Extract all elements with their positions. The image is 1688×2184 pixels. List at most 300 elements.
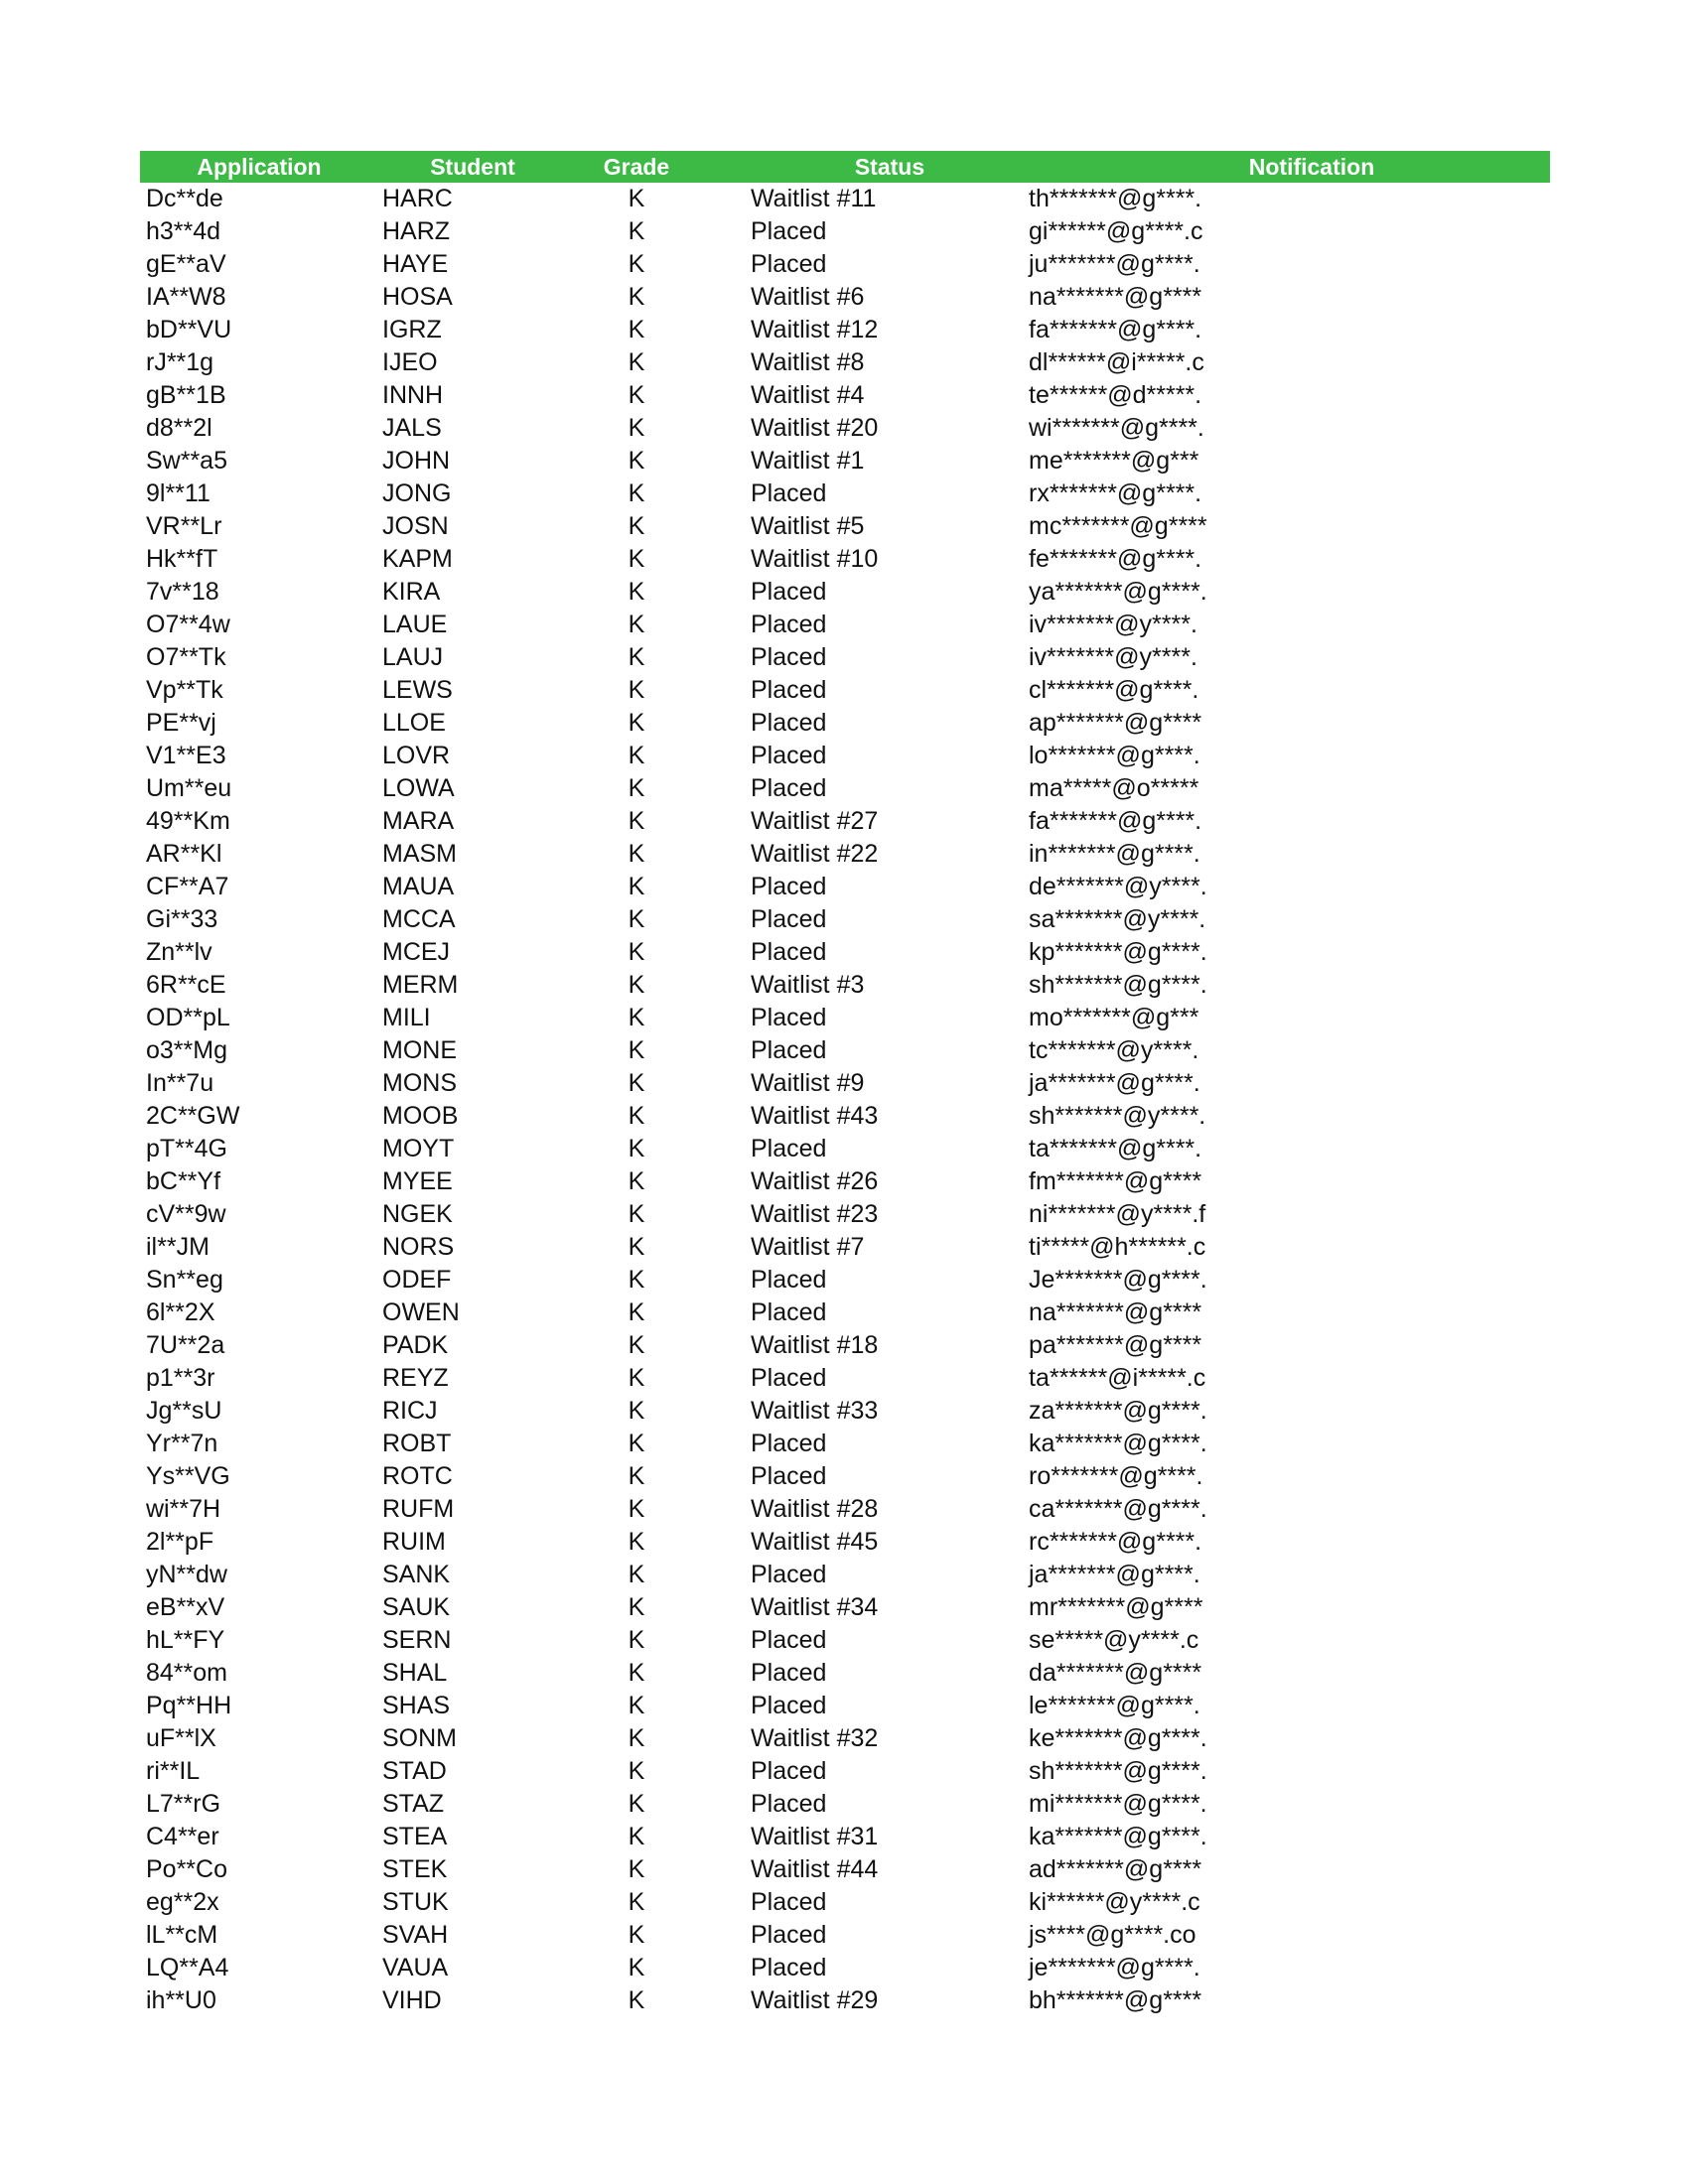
cell-student: HAYE bbox=[382, 250, 449, 278]
cell-student: IGRZ bbox=[382, 316, 442, 343]
cell-grade: K bbox=[628, 381, 645, 409]
table-row bbox=[140, 1297, 1550, 1329]
table-row bbox=[140, 641, 1550, 674]
cell-grade: K bbox=[628, 1004, 645, 1031]
cell-application: 7U**2a bbox=[146, 1331, 225, 1359]
placement-table bbox=[140, 151, 1550, 2017]
table-row bbox=[140, 1624, 1550, 1657]
cell-student: STEA bbox=[382, 1823, 448, 1850]
cell-student: VAUA bbox=[382, 1954, 449, 1981]
table-row bbox=[140, 1067, 1550, 1100]
table-row bbox=[140, 740, 1550, 772]
cell-notification: ni*******@y****.f bbox=[1029, 1200, 1206, 1228]
table-row bbox=[140, 1984, 1550, 2017]
cell-application: pT**4G bbox=[146, 1135, 227, 1162]
cell-application: wi**7H bbox=[146, 1495, 221, 1523]
cell-grade: K bbox=[628, 283, 645, 311]
cell-status: Placed bbox=[751, 1135, 827, 1162]
cell-notification: iv*******@y****. bbox=[1029, 643, 1197, 671]
table-row bbox=[140, 1165, 1550, 1198]
cell-status: Waitlist #28 bbox=[751, 1495, 879, 1523]
cell-grade: K bbox=[628, 217, 645, 245]
cell-student: NORS bbox=[382, 1233, 455, 1261]
cell-application: Yr**7n bbox=[146, 1430, 218, 1457]
cell-grade: K bbox=[628, 1167, 645, 1195]
cell-status: Placed bbox=[751, 1266, 827, 1294]
cell-notification: mi*******@g****. bbox=[1029, 1790, 1207, 1818]
cell-status: Waitlist #34 bbox=[751, 1593, 879, 1621]
cell-student: STAZ bbox=[382, 1790, 445, 1818]
cell-notification: bh*******@g**** bbox=[1029, 1986, 1202, 2014]
cell-grade: K bbox=[628, 1495, 645, 1523]
cell-notification: ja*******@g****. bbox=[1029, 1069, 1200, 1097]
cell-application: 6R**cE bbox=[146, 971, 226, 999]
cell-student: HARC bbox=[382, 185, 453, 212]
cell-status: Waitlist #11 bbox=[751, 185, 877, 212]
table-row bbox=[140, 1853, 1550, 1886]
cell-application: 49**Km bbox=[146, 807, 230, 835]
cell-application: Jg**sU bbox=[146, 1397, 222, 1425]
cell-application: gE**aV bbox=[146, 250, 226, 278]
cell-status: Waitlist #22 bbox=[751, 840, 879, 868]
cell-notification: rx*******@g****. bbox=[1029, 479, 1202, 507]
cell-grade: K bbox=[628, 1364, 645, 1392]
cell-notification: th*******@g****. bbox=[1029, 185, 1202, 212]
cell-notification: fm*******@g**** bbox=[1029, 1167, 1202, 1195]
cell-student: LAUE bbox=[382, 611, 448, 638]
cell-student: JOHN bbox=[382, 447, 451, 475]
cell-grade: K bbox=[628, 1331, 645, 1359]
cell-grade: K bbox=[628, 1397, 645, 1425]
cell-status: Waitlist #5 bbox=[751, 512, 865, 540]
cell-status: Waitlist #31 bbox=[751, 1823, 879, 1850]
cell-student: NGEK bbox=[382, 1200, 453, 1228]
table-row bbox=[140, 1231, 1550, 1264]
cell-grade: K bbox=[628, 250, 645, 278]
cell-grade: K bbox=[628, 1102, 645, 1130]
cell-grade: K bbox=[628, 1986, 645, 2014]
cell-application: O7**Tk bbox=[146, 643, 226, 671]
cell-student: SVAH bbox=[382, 1921, 449, 1949]
cell-notification: js****@g****.co bbox=[1029, 1921, 1196, 1949]
cell-status: Placed bbox=[751, 1888, 827, 1916]
cell-application: CF**A7 bbox=[146, 873, 229, 900]
cell-notification: mr*******@g**** bbox=[1029, 1593, 1203, 1621]
cell-student: MCEJ bbox=[382, 938, 451, 966]
cell-notification: wi*******@g****. bbox=[1029, 414, 1204, 442]
cell-student: SONM bbox=[382, 1724, 457, 1752]
cell-student: KIRA bbox=[382, 578, 441, 606]
cell-notification: pa*******@g**** bbox=[1029, 1331, 1202, 1359]
cell-application: IA**W8 bbox=[146, 283, 226, 311]
cell-grade: K bbox=[628, 938, 645, 966]
cell-notification: ta******@i*****.c bbox=[1029, 1364, 1206, 1392]
cell-application: lL**cM bbox=[146, 1921, 218, 1949]
cell-notification: na*******@g**** bbox=[1029, 1298, 1202, 1326]
cell-grade: K bbox=[628, 971, 645, 999]
cell-student: MONE bbox=[382, 1036, 457, 1064]
cell-student: INNH bbox=[382, 381, 444, 409]
cell-student: RUIM bbox=[382, 1528, 446, 1556]
cell-student: MCCA bbox=[382, 905, 456, 933]
table-row bbox=[140, 314, 1550, 346]
cell-application: Dc**de bbox=[146, 185, 223, 212]
cell-notification: sh*******@g****. bbox=[1029, 971, 1207, 999]
table-row bbox=[140, 1329, 1550, 1362]
cell-application: Um**eu bbox=[146, 774, 232, 802]
cell-status: Placed bbox=[751, 1790, 827, 1818]
cell-student: RICJ bbox=[382, 1397, 438, 1425]
cell-notification: ka*******@g****. bbox=[1029, 1430, 1207, 1457]
cell-status: Placed bbox=[751, 1430, 827, 1457]
cell-notification: mo*******@g*** bbox=[1029, 1004, 1199, 1031]
cell-grade: K bbox=[628, 1528, 645, 1556]
cell-status: Placed bbox=[751, 643, 827, 671]
table-row bbox=[140, 510, 1550, 543]
cell-grade: K bbox=[628, 611, 645, 638]
cell-grade: K bbox=[628, 1561, 645, 1588]
table-row bbox=[140, 379, 1550, 412]
cell-application: Zn**lv bbox=[146, 938, 212, 966]
cell-application: cV**9w bbox=[146, 1200, 226, 1228]
cell-grade: K bbox=[628, 1790, 645, 1818]
cell-student: IJEO bbox=[382, 348, 438, 376]
cell-application: PE**vj bbox=[146, 709, 216, 737]
cell-grade: K bbox=[628, 1823, 645, 1850]
cell-application: L7**rG bbox=[146, 1790, 221, 1818]
table-row bbox=[140, 1395, 1550, 1428]
cell-application: yN**dw bbox=[146, 1561, 227, 1588]
cell-student: HOSA bbox=[382, 283, 453, 311]
table-row bbox=[140, 478, 1550, 510]
table-row bbox=[140, 674, 1550, 707]
table-row bbox=[140, 936, 1550, 969]
cell-notification: ka*******@g****. bbox=[1029, 1823, 1207, 1850]
column-header-grade: Grade bbox=[603, 153, 670, 180]
cell-application: rJ**1g bbox=[146, 348, 214, 376]
cell-notification: in*******@g****. bbox=[1029, 840, 1200, 868]
cell-notification: dl******@i*****.c bbox=[1029, 348, 1204, 376]
cell-student: MARA bbox=[382, 807, 455, 835]
cell-student: MASM bbox=[382, 840, 457, 868]
column-header-student: Student bbox=[430, 153, 515, 180]
cell-status: Waitlist #18 bbox=[751, 1331, 879, 1359]
table-row bbox=[140, 838, 1550, 871]
cell-student: PADK bbox=[382, 1331, 449, 1359]
cell-application: ri**IL bbox=[146, 1757, 201, 1785]
table-row bbox=[140, 1919, 1550, 1952]
cell-student: HARZ bbox=[382, 217, 451, 245]
cell-grade: K bbox=[628, 873, 645, 900]
cell-grade: K bbox=[628, 1233, 645, 1261]
cell-student: STUK bbox=[382, 1888, 449, 1916]
table-body bbox=[140, 183, 1550, 2017]
cell-student: STEK bbox=[382, 1855, 448, 1883]
cell-application: VR**Lr bbox=[146, 512, 222, 540]
cell-grade: K bbox=[628, 709, 645, 737]
cell-status: Waitlist #32 bbox=[751, 1724, 879, 1752]
cell-status: Waitlist #6 bbox=[751, 283, 865, 311]
cell-grade: K bbox=[628, 742, 645, 769]
table-row bbox=[140, 576, 1550, 609]
cell-application: o3**Mg bbox=[146, 1036, 227, 1064]
table-row bbox=[140, 183, 1550, 215]
cell-application: 9l**11 bbox=[146, 479, 211, 507]
cell-notification: ke*******@g****. bbox=[1029, 1724, 1207, 1752]
cell-grade: K bbox=[628, 1888, 645, 1916]
cell-application: Po**Co bbox=[146, 1855, 227, 1883]
cell-status: Waitlist #7 bbox=[751, 1233, 865, 1261]
cell-notification: de*******@y****. bbox=[1029, 873, 1207, 900]
table-row bbox=[140, 969, 1550, 1002]
cell-application: ih**U0 bbox=[146, 1986, 216, 2014]
cell-grade: K bbox=[628, 1430, 645, 1457]
cell-notification: tc*******@y****. bbox=[1029, 1036, 1199, 1064]
cell-application: gB**1B bbox=[146, 381, 226, 409]
cell-notification: gi******@g****.c bbox=[1029, 217, 1203, 245]
cell-student: SERN bbox=[382, 1626, 452, 1654]
cell-application: Sw**a5 bbox=[146, 447, 227, 475]
cell-status: Placed bbox=[751, 1626, 827, 1654]
cell-grade: K bbox=[628, 1069, 645, 1097]
cell-student: MYEE bbox=[382, 1167, 453, 1195]
cell-application: hL**FY bbox=[146, 1626, 225, 1654]
cell-status: Placed bbox=[751, 905, 827, 933]
cell-status: Placed bbox=[751, 676, 827, 704]
cell-status: Placed bbox=[751, 1921, 827, 1949]
table-row bbox=[140, 445, 1550, 478]
cell-grade: K bbox=[628, 1135, 645, 1162]
cell-notification: fe*******@g****. bbox=[1029, 545, 1202, 573]
cell-notification: rc*******@g****. bbox=[1029, 1528, 1202, 1556]
cell-application: il**JM bbox=[146, 1233, 210, 1261]
cell-student: ODEF bbox=[382, 1266, 452, 1294]
cell-student: SANK bbox=[382, 1561, 451, 1588]
cell-student: SHAL bbox=[382, 1659, 448, 1687]
cell-notification: ad*******@g**** bbox=[1029, 1855, 1202, 1883]
table-row bbox=[140, 1133, 1550, 1165]
table-row bbox=[140, 215, 1550, 248]
cell-status: Waitlist #27 bbox=[751, 807, 879, 835]
cell-status: Placed bbox=[751, 578, 827, 606]
table-row bbox=[140, 871, 1550, 903]
cell-status: Placed bbox=[751, 1462, 827, 1490]
cell-status: Placed bbox=[751, 709, 827, 737]
cell-application: Pq**HH bbox=[146, 1692, 232, 1719]
cell-application: V1**E3 bbox=[146, 742, 226, 769]
cell-application: p1**3r bbox=[146, 1364, 215, 1392]
cell-status: Placed bbox=[751, 742, 827, 769]
cell-status: Placed bbox=[751, 611, 827, 638]
cell-application: d8**2l bbox=[146, 414, 212, 442]
cell-student: SAUK bbox=[382, 1593, 451, 1621]
cell-application: Vp**Tk bbox=[146, 676, 223, 704]
cell-notification: le*******@g****. bbox=[1029, 1692, 1200, 1719]
cell-application: uF**lX bbox=[146, 1724, 216, 1752]
table-row bbox=[140, 1788, 1550, 1821]
cell-notification: ca*******@g****. bbox=[1029, 1495, 1207, 1523]
table-row bbox=[140, 1657, 1550, 1690]
cell-application: 2C**GW bbox=[146, 1102, 240, 1130]
cell-grade: K bbox=[628, 1692, 645, 1719]
cell-application: Hk**fT bbox=[146, 545, 218, 573]
table-row bbox=[140, 772, 1550, 805]
cell-student: SHAS bbox=[382, 1692, 451, 1719]
cell-student: VIHD bbox=[382, 1986, 442, 2014]
cell-student: JOSN bbox=[382, 512, 449, 540]
cell-student: LLOE bbox=[382, 709, 446, 737]
cell-application: eB**xV bbox=[146, 1593, 225, 1621]
cell-status: Placed bbox=[751, 1692, 827, 1719]
cell-notification: sh*******@y****. bbox=[1029, 1102, 1206, 1130]
cell-application: C4**er bbox=[146, 1823, 219, 1850]
cell-status: Waitlist #23 bbox=[751, 1200, 879, 1228]
table-row bbox=[140, 1952, 1550, 1984]
cell-student: LAUJ bbox=[382, 643, 444, 671]
cell-grade: K bbox=[628, 316, 645, 343]
table-row bbox=[140, 543, 1550, 576]
cell-student: MAUA bbox=[382, 873, 455, 900]
cell-grade: K bbox=[628, 1462, 645, 1490]
cell-notification: sh*******@g****. bbox=[1029, 1757, 1207, 1785]
table-header bbox=[140, 151, 1550, 183]
cell-grade: K bbox=[628, 1298, 645, 1326]
table-row bbox=[140, 1722, 1550, 1755]
table-row bbox=[140, 1559, 1550, 1591]
cell-student: ROTC bbox=[382, 1462, 453, 1490]
cell-application: Ys**VG bbox=[146, 1462, 230, 1490]
cell-application: O7**4w bbox=[146, 611, 230, 638]
cell-application: Gi**33 bbox=[146, 905, 218, 933]
table-row bbox=[140, 346, 1550, 379]
cell-grade: K bbox=[628, 1266, 645, 1294]
cell-status: Waitlist #29 bbox=[751, 1986, 879, 2014]
cell-grade: K bbox=[628, 185, 645, 212]
table-row bbox=[140, 412, 1550, 445]
cell-grade: K bbox=[628, 676, 645, 704]
cell-grade: K bbox=[628, 1626, 645, 1654]
cell-status: Waitlist #8 bbox=[751, 348, 865, 376]
cell-grade: K bbox=[628, 545, 645, 573]
cell-student: LOWA bbox=[382, 774, 455, 802]
cell-status: Placed bbox=[751, 774, 827, 802]
cell-notification: ya*******@g****. bbox=[1029, 578, 1207, 606]
cell-application: 2l**pF bbox=[146, 1528, 214, 1556]
cell-application: LQ**A4 bbox=[146, 1954, 229, 1981]
table-row bbox=[140, 1002, 1550, 1034]
cell-grade: K bbox=[628, 1757, 645, 1785]
table-row bbox=[140, 1821, 1550, 1853]
cell-grade: K bbox=[628, 643, 645, 671]
cell-status: Waitlist #1 bbox=[751, 447, 865, 475]
cell-notification: ma*****@o***** bbox=[1029, 774, 1199, 802]
cell-grade: K bbox=[628, 1954, 645, 1981]
column-header-status: Status bbox=[854, 153, 925, 180]
cell-grade: K bbox=[628, 1724, 645, 1752]
cell-grade: K bbox=[628, 1593, 645, 1621]
table-row bbox=[140, 1690, 1550, 1722]
cell-application: OD**pL bbox=[146, 1004, 230, 1031]
table-row bbox=[140, 1493, 1550, 1526]
cell-status: Waitlist #9 bbox=[751, 1069, 865, 1097]
table-row bbox=[140, 1526, 1550, 1559]
cell-notification: ap*******@g**** bbox=[1029, 709, 1202, 737]
cell-notification: se*****@y****.c bbox=[1029, 1626, 1199, 1654]
cell-status: Placed bbox=[751, 1036, 827, 1064]
cell-status: Placed bbox=[751, 1561, 827, 1588]
cell-application: bC**Yf bbox=[146, 1167, 221, 1195]
table-row bbox=[140, 281, 1550, 314]
cell-student: OWEN bbox=[382, 1298, 460, 1326]
cell-status: Placed bbox=[751, 1364, 827, 1392]
cell-notification: lo*******@g****. bbox=[1029, 742, 1200, 769]
cell-student: LOVR bbox=[382, 742, 451, 769]
column-header-application: Application bbox=[197, 153, 322, 180]
cell-status: Waitlist #45 bbox=[751, 1528, 879, 1556]
cell-notification: mc*******@g**** bbox=[1029, 512, 1207, 540]
cell-notification: fa*******@g****. bbox=[1029, 807, 1202, 835]
cell-grade: K bbox=[628, 447, 645, 475]
cell-status: Placed bbox=[751, 250, 827, 278]
cell-grade: K bbox=[628, 578, 645, 606]
cell-application: bD**VU bbox=[146, 316, 232, 343]
cell-grade: K bbox=[628, 479, 645, 507]
table-row bbox=[140, 805, 1550, 838]
cell-notification: na*******@g**** bbox=[1029, 283, 1202, 311]
cell-status: Placed bbox=[751, 1954, 827, 1981]
table-row bbox=[140, 1886, 1550, 1919]
cell-student: MILI bbox=[382, 1004, 431, 1031]
cell-status: Placed bbox=[751, 938, 827, 966]
cell-notification: te******@d*****. bbox=[1029, 381, 1202, 409]
cell-student: JALS bbox=[382, 414, 442, 442]
table-row bbox=[140, 1428, 1550, 1460]
cell-status: Waitlist #3 bbox=[751, 971, 865, 999]
table-row bbox=[140, 1198, 1550, 1231]
cell-student: RUFM bbox=[382, 1495, 455, 1523]
cell-grade: K bbox=[628, 1921, 645, 1949]
cell-notification: kp*******@g****. bbox=[1029, 938, 1207, 966]
cell-notification: cl*******@g****. bbox=[1029, 676, 1199, 704]
column-header-notification: Notification bbox=[1248, 153, 1375, 180]
table-row bbox=[140, 1460, 1550, 1493]
cell-notification: da*******@g**** bbox=[1029, 1659, 1202, 1687]
table-row bbox=[140, 1591, 1550, 1624]
cell-status: Waitlist #12 bbox=[751, 316, 879, 343]
cell-grade: K bbox=[628, 1200, 645, 1228]
cell-student: STAD bbox=[382, 1757, 447, 1785]
cell-grade: K bbox=[628, 1036, 645, 1064]
table-row bbox=[140, 903, 1550, 936]
cell-application: 6l**2X bbox=[146, 1298, 215, 1326]
cell-application: 7v**18 bbox=[146, 578, 219, 606]
table-row bbox=[140, 707, 1550, 740]
cell-status: Waitlist #4 bbox=[751, 381, 865, 409]
cell-notification: ja*******@g****. bbox=[1029, 1561, 1200, 1588]
cell-status: Waitlist #10 bbox=[751, 545, 879, 573]
cell-notification: ro*******@g****. bbox=[1029, 1462, 1203, 1490]
cell-grade: K bbox=[628, 840, 645, 868]
cell-notification: je*******@g****. bbox=[1029, 1954, 1200, 1981]
cell-student: MONS bbox=[382, 1069, 457, 1097]
cell-status: Placed bbox=[751, 1659, 827, 1687]
cell-application: In**7u bbox=[146, 1069, 214, 1097]
table-row bbox=[140, 1264, 1550, 1297]
cell-application: eg**2x bbox=[146, 1888, 219, 1916]
cell-grade: K bbox=[628, 414, 645, 442]
cell-student: MERM bbox=[382, 971, 459, 999]
table-row bbox=[140, 609, 1550, 641]
